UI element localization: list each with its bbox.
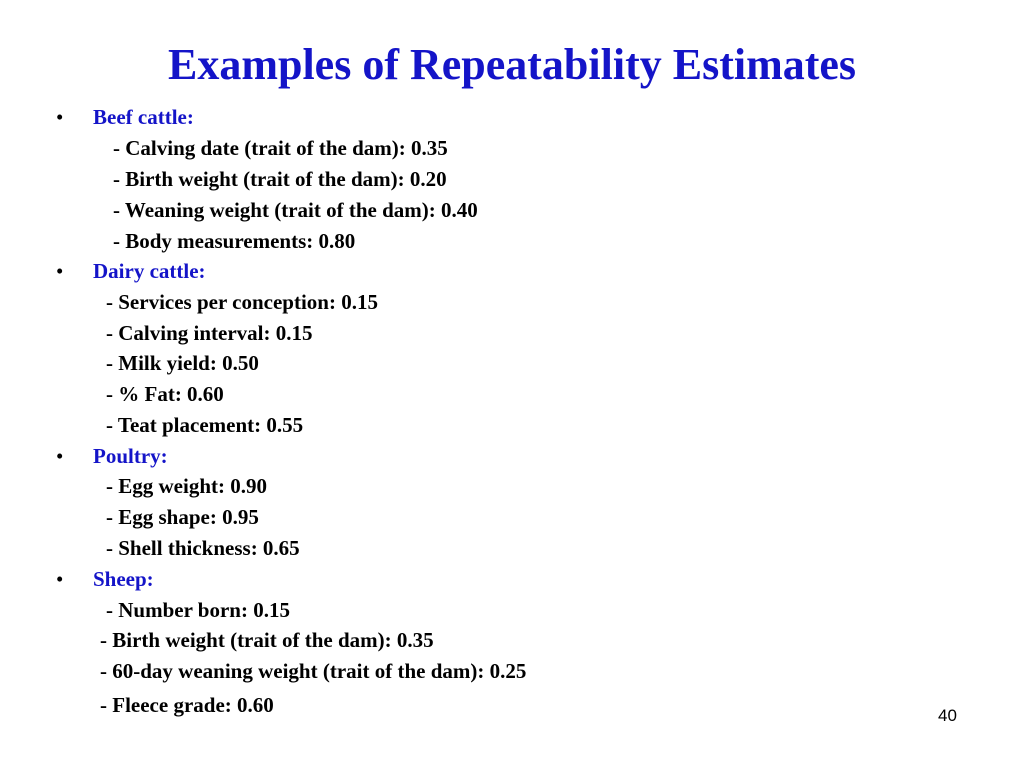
list-item: - Egg shape: 0.95 <box>106 505 259 529</box>
list-item: - Body measurements: 0.80 <box>113 229 356 253</box>
section-label: Poultry: <box>93 444 168 468</box>
list-item: - Services per conception: 0.15 <box>106 290 378 314</box>
section-beef-cattle <box>56 104 194 130</box>
list-item: - Shell thickness: 0.65 <box>106 536 300 560</box>
list-item: - Birth weight (trait of the dam): 0.20 <box>113 167 447 191</box>
list-item: - Calving date (trait of the dam): 0.35 <box>113 136 448 160</box>
list-item: - Number born: 0.15 <box>106 598 290 622</box>
list-item: - Teat placement: 0.55 <box>106 413 304 437</box>
list-item: - % Fat: 0.60 <box>106 382 224 406</box>
list-item: - Milk yield: 0.50 <box>106 351 259 375</box>
list-item: - Calving interval: 0.15 <box>106 321 313 345</box>
section-label: Sheep: <box>93 567 154 591</box>
list-item: - 60-day weaning weight (trait of the dam): 0.25 <box>100 659 527 683</box>
section-label: Dairy cattle: <box>93 259 206 283</box>
section-poultry <box>56 443 168 469</box>
slide-title: Examples of Repeatability Estimates <box>167 40 857 89</box>
list-item: - Birth weight (trait of the dam): 0.35 <box>100 628 434 652</box>
list-item: - Egg weight: 0.90 <box>106 474 267 498</box>
section-dairy-cattle <box>56 258 206 284</box>
bullet-icon: • <box>56 105 64 129</box>
list-item: - Fleece grade: 0.60 <box>100 693 274 717</box>
list-item: - Weaning weight (trait of the dam): 0.40 <box>113 198 478 222</box>
page-number: 40 <box>938 706 957 725</box>
bullet-icon: • <box>56 259 64 283</box>
bullet-icon: • <box>56 567 64 591</box>
section-sheep <box>56 566 154 592</box>
section-label: Beef cattle: <box>93 105 194 129</box>
bullet-icon: • <box>56 444 64 468</box>
